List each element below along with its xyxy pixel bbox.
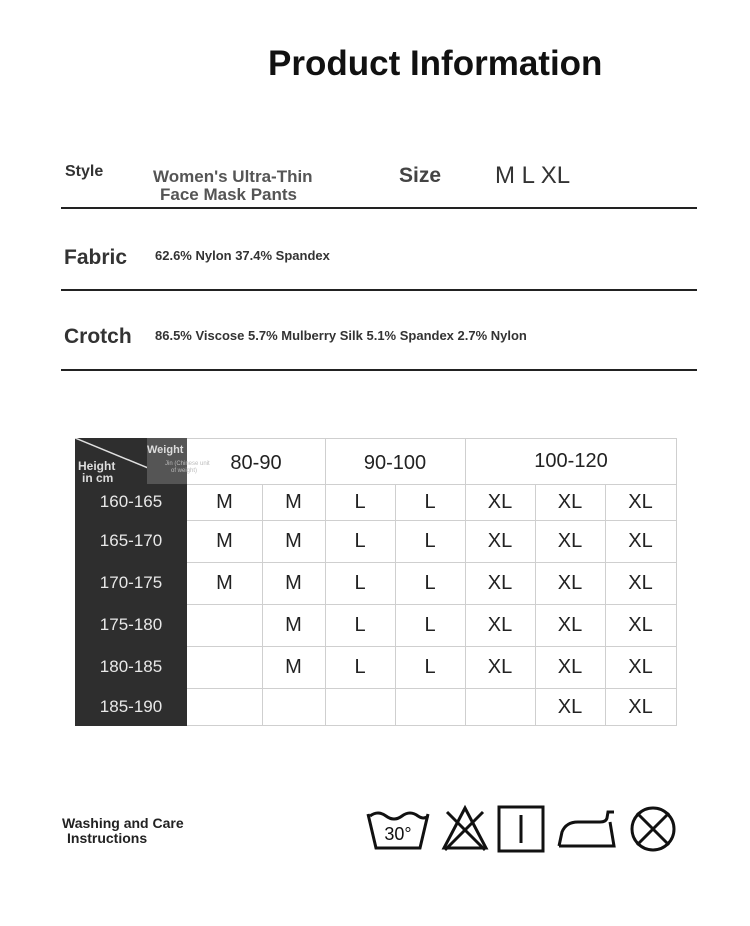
size-label: Size xyxy=(399,164,442,187)
fabric-label: Fabric xyxy=(64,246,128,269)
crotch-value: 86.5% Viscose 5.7% Mulberry Silk 5.1% Spandex 2.7% Nylon xyxy=(155,328,527,343)
size-cell: L xyxy=(354,491,366,513)
size-cell: XL xyxy=(628,696,653,718)
size-cell: XL xyxy=(557,614,583,636)
grid-line xyxy=(187,520,677,521)
size-cell: L xyxy=(424,530,436,552)
divider xyxy=(61,289,697,291)
size-cell: XL xyxy=(487,491,513,513)
height-label-line2: in cm xyxy=(82,471,114,485)
iron-icon xyxy=(556,808,618,850)
size-cell: XL xyxy=(487,656,513,678)
divider xyxy=(61,207,697,209)
grid-line xyxy=(187,484,677,485)
size-cell: M xyxy=(285,530,302,552)
size-cell: XL xyxy=(557,696,583,718)
size-cell: L xyxy=(424,491,436,513)
size-cell: XL xyxy=(487,572,513,594)
size-cell: L xyxy=(424,656,436,678)
size-cell: XL xyxy=(628,614,653,636)
size-cell: L xyxy=(354,530,366,552)
size-cell: M xyxy=(285,656,302,678)
grid-line xyxy=(187,438,677,439)
style-value-line1: Women's Ultra-Thin xyxy=(153,167,313,186)
grid-line xyxy=(187,725,677,726)
height-range-label: 180-185 xyxy=(99,657,163,676)
size-cell: M xyxy=(285,614,302,636)
style-value-line2: Face Mask Pants xyxy=(160,185,298,204)
wash-temp-label: 30° xyxy=(384,824,412,844)
care-label-line2: Instructions xyxy=(67,830,148,846)
size-cell: M xyxy=(285,491,302,513)
height-range-label: 170-175 xyxy=(99,573,163,592)
size-cell: M xyxy=(216,530,233,552)
line-dry-icon xyxy=(497,805,545,853)
size-cell: M xyxy=(216,491,233,513)
grid-line xyxy=(395,484,396,726)
size-cell: XL xyxy=(557,530,583,552)
size-cell: L xyxy=(354,656,366,678)
height-range-label: 175-180 xyxy=(99,615,163,634)
height-range-label: 185-190 xyxy=(99,697,163,716)
size-cell: XL xyxy=(557,656,583,678)
wash-30-icon xyxy=(366,806,430,852)
page-title: Product Information xyxy=(268,44,603,83)
size-cell: L xyxy=(424,572,436,594)
grid-line xyxy=(535,484,536,726)
jin-note-line2: of weight) xyxy=(171,468,198,474)
size-cell: L xyxy=(354,614,366,636)
weight-group-header: 90-100 xyxy=(363,452,427,474)
grid-line xyxy=(187,562,677,563)
grid-line xyxy=(187,604,677,605)
height-range-label: 165-170 xyxy=(99,531,163,550)
size-cell: M xyxy=(216,572,233,594)
style-label: Style xyxy=(65,163,104,180)
crotch-label: Crotch xyxy=(64,325,132,348)
weight-label: Weight xyxy=(147,444,184,456)
weight-group-header: 80-90 xyxy=(230,452,282,474)
care-label xyxy=(62,816,184,846)
size-cell: XL xyxy=(628,656,653,678)
no-dry-clean-icon xyxy=(629,805,677,853)
height-label xyxy=(78,460,115,484)
size-cell: M xyxy=(285,572,302,594)
divider xyxy=(61,369,697,371)
size-cell: XL xyxy=(557,572,583,594)
height-range-label: 160-165 xyxy=(99,492,163,511)
size-cell: L xyxy=(424,614,436,636)
grid-line xyxy=(605,484,606,726)
size-value: M L XL xyxy=(495,162,571,189)
size-cell: XL xyxy=(487,530,513,552)
grid-line xyxy=(262,484,263,726)
size-cell: XL xyxy=(628,530,653,552)
size-cell: XL xyxy=(487,614,513,636)
size-cell: XL xyxy=(628,491,653,513)
grid-line xyxy=(187,688,677,689)
size-cell: XL xyxy=(557,491,583,513)
height-label-line1: Height xyxy=(78,459,116,473)
jin-note-line1: Jin (Chinese unit xyxy=(165,461,210,467)
size-chart xyxy=(75,438,677,726)
weight-group-header: 100-120 xyxy=(534,450,608,472)
grid-line xyxy=(187,646,677,647)
care-label-line1: Washing and Care xyxy=(62,815,184,831)
size-cell: L xyxy=(354,572,366,594)
size-cell: XL xyxy=(628,572,653,594)
fabric-value: 62.6% Nylon 37.4% Spandex xyxy=(155,248,330,263)
grid-line xyxy=(676,438,677,726)
no-bleach-icon xyxy=(441,804,489,852)
